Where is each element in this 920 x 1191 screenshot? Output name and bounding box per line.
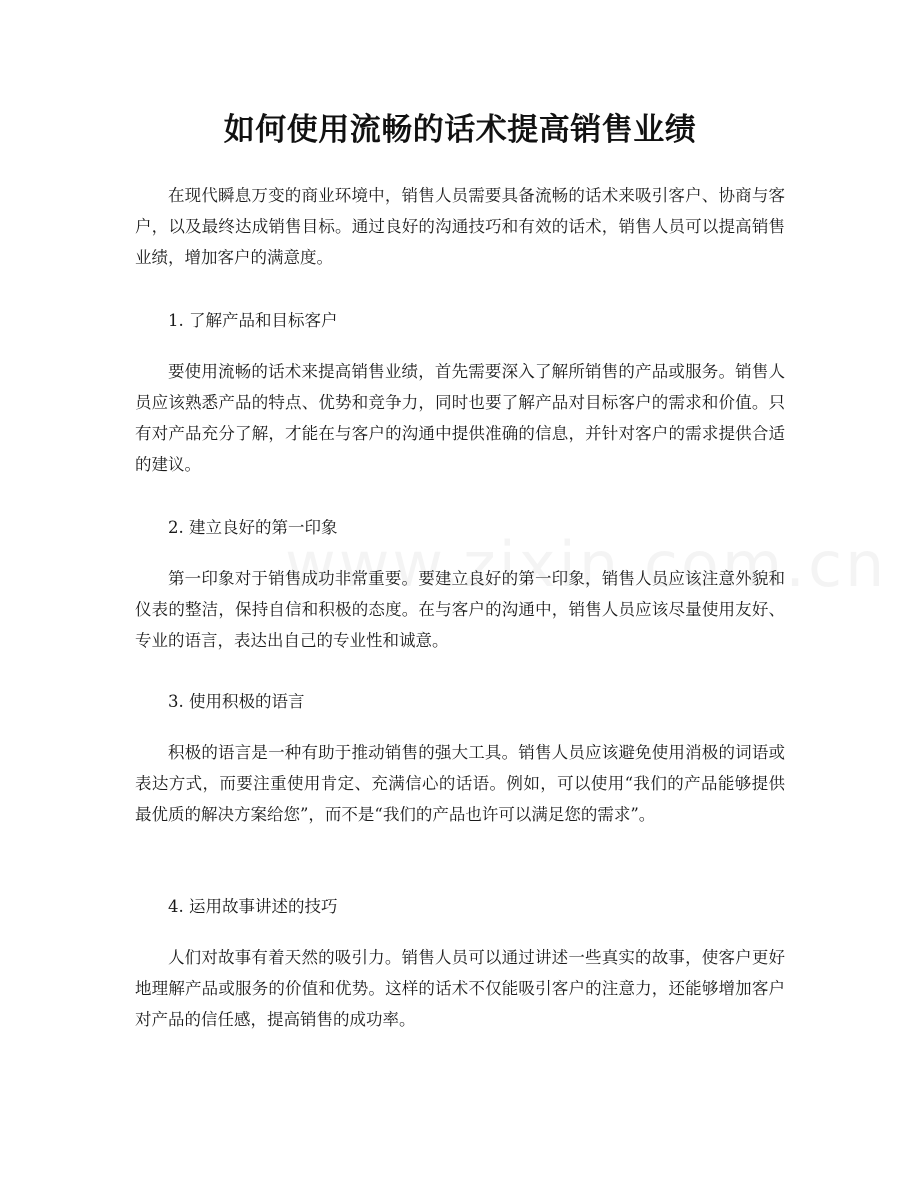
document-title: 如何使用流畅的话术提高销售业绩 [223,112,697,148]
intro-paragraph: 在现代瞬息万变的商业环境中，销售人员需要具备流畅的话术来吸引客户、协商与客户，以及最终达成销售目标。通过良好的沟通技巧和有效的话术，销售人员可以提高销售业绩，增加客户的满意度。 [135,186,785,267]
section-3-heading: 3. 使用积极的语言 [168,692,305,711]
section-4-heading: 4. 运用故事讲述的技巧 [168,897,338,916]
section-2-body: 第一印象对于销售成功非常重要。要建立良好的第一印象，销售人员应该注意外貌和仪表的整洁，保持自信和积极的态度。在与客户的沟通中，销售人员应该尽量使用友好、专业的语言，表达出自己的专业性和诚意。 [135,569,785,650]
section-4-body: 人们对故事有着天然的吸引力。销售人员可以通过讲述一些真实的故事，使客户更好地理解产品或服务的价值和优势。这样的话术不仅能吸引客户的注意力，还能够增加客户对产品的信任感，提高销售的成功率。 [135,948,785,1029]
section-2-heading: 2. 建立良好的第一印象 [168,518,338,537]
section-1-heading: 1. 了解产品和目标客户 [168,311,338,330]
section-1-body: 要使用流畅的话术来提高销售业绩，首先需要深入了解所销售的产品或服务。销售人员应该熟悉产品的特点、优势和竞争力，同时也要了解产品对目标客户的需求和价值。只有对产品充分了解，才能在与客户的沟通中提供准确的信息，并针对客户的需求提供合适的建议。 [135,362,785,474]
section-3-body: 积极的语言是一种有助于推动销售的强大工具。销售人员应该避免使用消极的词语或表达方式，而要注重使用肯定、充满信心的话语。例如，可以使用“我们的产品能够提供最优质的解决方案给您”，而不是“我们的产品也许可以满足您的需求”。 [135,743,785,824]
